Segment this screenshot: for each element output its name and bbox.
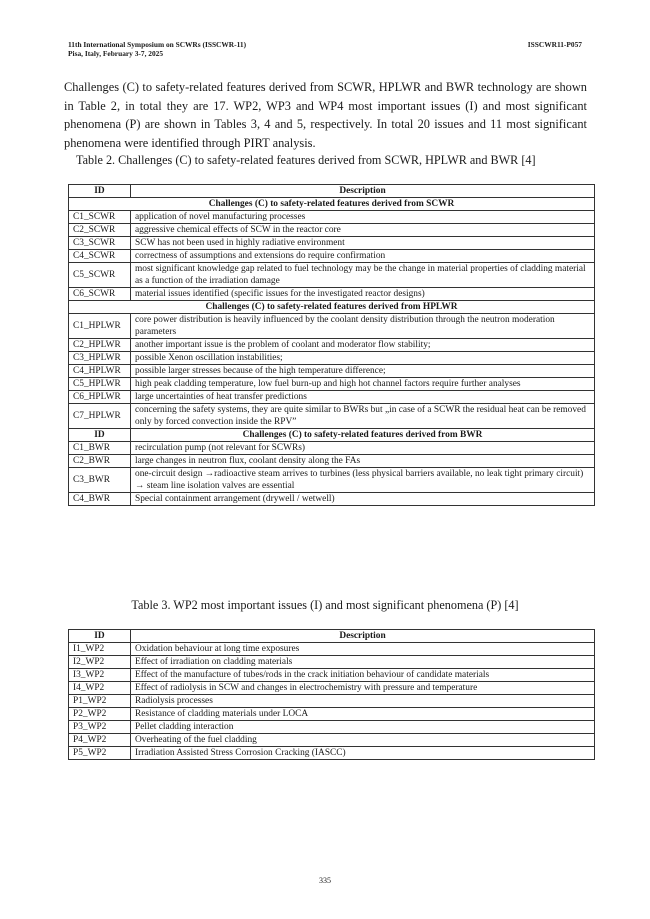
table-row (69, 747, 595, 760)
table2-section-title: Challenges (C) to safety-related features derived from BWR (131, 429, 595, 442)
table3-row-id: I1_WP2 (69, 643, 131, 656)
table2-row-desc: most significant knowledge gap related to fuel technology may be the change in material properties of cladding material as a function of the irradiation damage (131, 263, 595, 288)
table3-row-desc: Irradiation Assisted Stress Corrosion Cracking (IASCC) (131, 747, 595, 760)
table2-row-id: C2_SCWR (69, 224, 131, 237)
table-row (69, 708, 595, 721)
table-row (69, 237, 595, 250)
table-row (69, 365, 595, 378)
table3-row-desc: Effect of irradiation on cladding materials (131, 656, 595, 669)
table2-row-id: C7_HPLWR (69, 404, 131, 429)
table-row (69, 263, 595, 288)
table3 (68, 629, 595, 760)
table-row (69, 224, 595, 237)
table2-row-id: C1_SCWR (69, 211, 131, 224)
table2-row-id: C1_HPLWR (69, 314, 131, 339)
table-row (69, 455, 595, 468)
table2-row-id: C4_HPLWR (69, 365, 131, 378)
table2-row-desc: possible larger stresses because of the high temperature difference; (131, 365, 595, 378)
table3-row-id: I3_WP2 (69, 669, 131, 682)
table3-row-id: P2_WP2 (69, 708, 131, 721)
table-row (69, 339, 595, 352)
table2-row-id: C4_BWR (69, 493, 131, 506)
table-row (69, 442, 595, 455)
table3-row-desc: Oxidation behaviour at long time exposures (131, 643, 595, 656)
table2-row-desc: recirculation pump (not relevant for SCWRs) (131, 442, 595, 455)
table3-row-desc: Effect of the manufacture of tubes/rods in the crack initiation behaviour of candidate materials (131, 669, 595, 682)
table2-row-id: C5_SCWR (69, 263, 131, 288)
table3-row-id: P3_WP2 (69, 721, 131, 734)
table-row (69, 250, 595, 263)
table3-id-header: ID (69, 630, 131, 643)
table-row (69, 211, 595, 224)
table-row (69, 378, 595, 391)
table-row (69, 493, 595, 506)
table2-row-desc: Special containment arrangement (drywell / wetwell) (131, 493, 595, 506)
table2-row-desc: application of novel manufacturing processes (131, 211, 595, 224)
table2-row-desc: aggressive chemical effects of SCW in the reactor core (131, 224, 595, 237)
table3-row-id: I2_WP2 (69, 656, 131, 669)
table3-row-id: I4_WP2 (69, 682, 131, 695)
intro-paragraph: Challenges (C) to safety-related features derived from SCWR, HPLWR and BWR technology are shown in Table 2, in total they are 17. WP2, WP3 and WP4 most important issues (I) and most significant phenomena (P) are shown in Tables 3, 4 and 5, respectively. In total 20 issues and 11 most significant phenomena were identified through PIRT analysis. (64, 80, 587, 150)
table3-caption: Table 3. WP2 most important issues (I) and most significant phenomena (P) [4] (131, 598, 519, 612)
table3-row-desc: Effect of radiolysis in SCW and changes in electrochemistry with pressure and temperature (131, 682, 595, 695)
table2-id-header: ID (69, 185, 131, 198)
table2-row-desc: another important issue is the problem of coolant and moderator flow stability; (131, 339, 595, 352)
table2-row-desc: possible Xenon oscillation instabilities; (131, 352, 595, 365)
table2-row-id: C6_HPLWR (69, 391, 131, 404)
table-row (69, 314, 595, 339)
table3-header-row (69, 630, 595, 643)
table2-row-desc: concerning the safety systems, they are quite similar to BWRs but „in case of a SCWR the residual heat can be removed only by forced convection inside the RPV” (131, 404, 595, 429)
table2-row-id: C2_HPLWR (69, 339, 131, 352)
table3-row-id: P4_WP2 (69, 734, 131, 747)
table-row (69, 404, 595, 429)
table-row (69, 656, 595, 669)
table2 (68, 184, 595, 506)
table2-row-desc: large changes in neutron flux, coolant density along the FAs (131, 455, 595, 468)
page-number: 335 (319, 876, 331, 885)
table2-section-title: Challenges (C) to safety-related features derived from HPLWR (69, 301, 595, 314)
table2-row-desc: core power distribution is heavily influenced by the coolant density distribution through the neutron moderation parameters (131, 314, 595, 339)
table2-section-id-header: ID (69, 429, 131, 442)
table2-row-desc: material issues identified (specific issues for the investigated reactor designs) (131, 288, 595, 301)
table2-row-id: C3_HPLWR (69, 352, 131, 365)
header-paper-id: ISSCWR11-P057 (527, 40, 582, 49)
table3-row-desc: Pellet cladding interaction (131, 721, 595, 734)
table-row (69, 695, 595, 708)
table2-row-desc: large uncertainties of heat transfer predictions (131, 391, 595, 404)
table3-row-id: P1_WP2 (69, 695, 131, 708)
table2-row-desc: one-circuit design →radioactive steam arrives to turbines (less physical barriers available, no leak tight primary circuit) → steam line isolation valves are essential (131, 468, 595, 493)
table2-header-row (69, 185, 595, 198)
table2-section-row (69, 198, 595, 211)
table2-row-id: C5_HPLWR (69, 378, 131, 391)
table2-row-id: C4_SCWR (69, 250, 131, 263)
table3-desc-header: Description (131, 630, 595, 643)
table2-row-id: C2_BWR (69, 455, 131, 468)
table-row (69, 721, 595, 734)
table-row (69, 391, 595, 404)
table2-section-row (69, 301, 595, 314)
table2-row-id: C3_SCWR (69, 237, 131, 250)
table2-section-row (69, 429, 595, 442)
table3-row-desc: Radiolysis processes (131, 695, 595, 708)
table3-row-id: P5_WP2 (69, 747, 131, 760)
table2-row-desc: high peak cladding temperature, low fuel burn-up and high hot channel factors require further analyses (131, 378, 595, 391)
table-row (69, 352, 595, 365)
table2-section-title: Challenges (C) to safety-related features derived from SCWR (69, 198, 595, 211)
table3-row-desc: Resistance of cladding materials under LOCA (131, 708, 595, 721)
table2-desc-header: Description (131, 185, 595, 198)
table2-row-desc: SCW has not been used in highly radiative environment (131, 237, 595, 250)
table-row (69, 734, 595, 747)
table-row (69, 468, 595, 493)
header-conference-title: 11th International Symposium on SCWRs (ISSCWR-11) (68, 40, 247, 49)
table2-row-id: C3_BWR (69, 468, 131, 493)
header-conference-place: Pisa, Italy, February 3-7, 2025 (68, 49, 164, 58)
table-row (69, 643, 595, 656)
table2-row-id: C1_BWR (69, 442, 131, 455)
table2-row-desc: correctness of assumptions and extensions do require confirmation (131, 250, 595, 263)
table-row (69, 682, 595, 695)
header-conference (68, 40, 246, 58)
table2-caption: Table 2. Challenges (C) to safety-related features derived from SCWR, HPLWR and BWR [4] (76, 153, 536, 167)
table-row (69, 288, 595, 301)
table3-row-desc: Overheating of the fuel cladding (131, 734, 595, 747)
table-row (69, 669, 595, 682)
table2-row-id: C6_SCWR (69, 288, 131, 301)
